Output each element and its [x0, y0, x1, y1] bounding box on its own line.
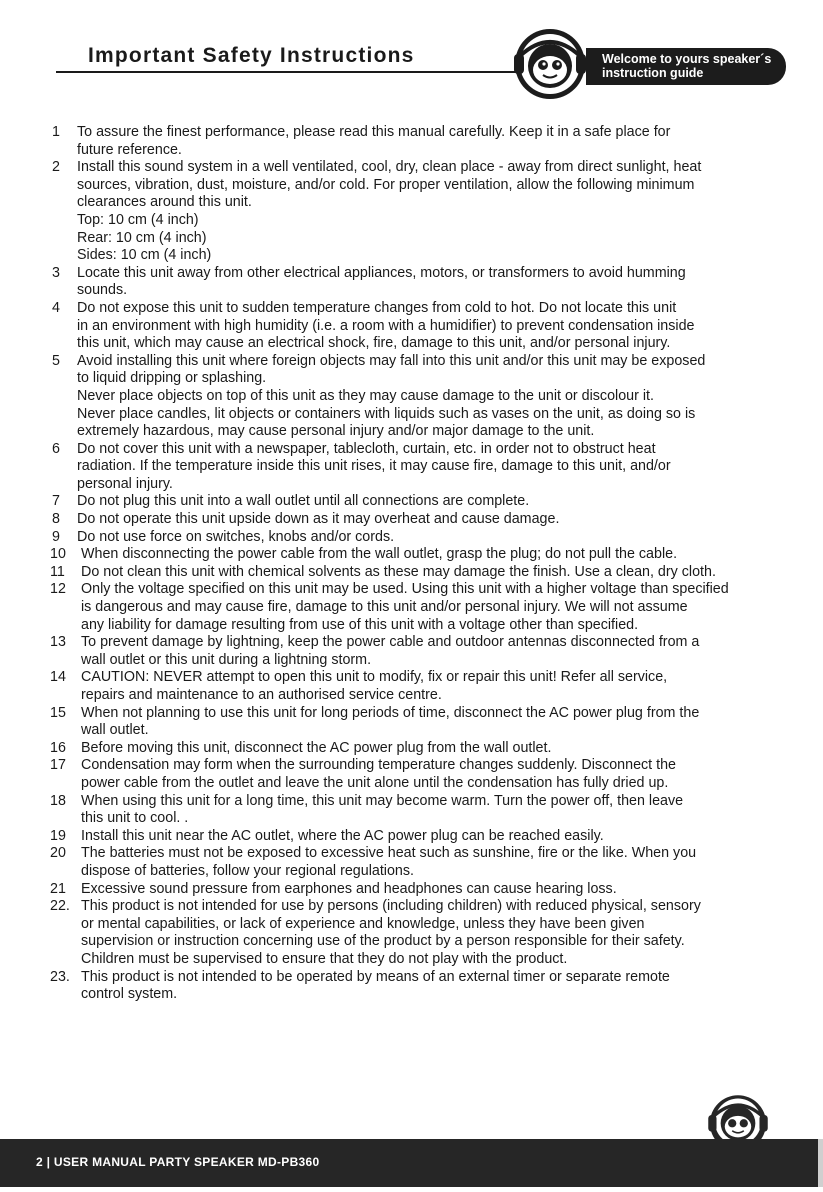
instruction-text-line: Do not expose this unit to sudden temperature changes from cold to hot. Do not locate this unit: [77, 299, 677, 316]
instruction-item: [0, 757, 823, 792]
instruction-item: [0, 546, 823, 564]
instruction-number: 4: [52, 299, 60, 316]
instruction-text-line: wall outlet or this unit during a lightning storm.: [81, 651, 372, 668]
instruction-item: [0, 124, 823, 159]
welcome-banner-text: [602, 52, 787, 80]
instruction-text-line: When using this unit for a long time, this unit may become warm. Turn the power off, then leave: [81, 792, 684, 809]
instruction-item: [0, 669, 823, 704]
monkey-headphones-logo: [504, 28, 596, 100]
instruction-number: 17: [50, 757, 66, 774]
instruction-item: [0, 529, 823, 547]
instruction-text-line: Do not plug this unit into a wall outlet until all connections are complete.: [77, 493, 530, 510]
instruction-text-line: Do not operate this unit upside down as it may overheat and cause damage.: [77, 511, 560, 528]
instruction-text-line: Do not use force on switches, knobs and/or cords.: [77, 528, 395, 545]
instruction-text-line: is dangerous and may cause fire, damage to this unit and/or personal injury. We will not assume: [81, 599, 688, 616]
instruction-number: 15: [50, 704, 66, 721]
safety-instructions-list: [0, 124, 823, 1004]
instruction-text-line: wall outlet.: [81, 722, 149, 739]
instruction-text-line: personal injury.: [77, 475, 173, 492]
instruction-text-line: Sides: 10 cm (4 inch): [77, 247, 212, 264]
instruction-item: [0, 828, 823, 846]
instruction-text-line: When disconnecting the power cable from the wall outlet, grasp the plug; do not pull the cable.: [81, 546, 678, 563]
instruction-text-line: or mental capabilities, or lack of experience and knowledge, unless they have been given: [81, 915, 645, 932]
instruction-item: [0, 511, 823, 529]
instruction-text-line: extremely hazardous, may cause personal injury and/or major damage to the unit.: [77, 423, 595, 440]
instruction-number: 9: [52, 528, 60, 545]
instruction-item: [0, 969, 823, 1004]
instruction-text-line: Children must be supervised to ensure that they do not play with the product.: [81, 950, 568, 967]
instruction-number: 21: [50, 880, 66, 897]
instruction-number: 23.: [50, 968, 70, 985]
page-title: Important Safety Instructions: [88, 44, 415, 67]
instruction-text-line: Top: 10 cm (4 inch): [77, 211, 199, 228]
instruction-number: 6: [52, 440, 60, 457]
instruction-text-line: control system.: [81, 986, 178, 1003]
instruction-item: [0, 441, 823, 494]
instruction-item: [0, 845, 823, 880]
instruction-text-line: This product is not intended for use by persons (including children) with reduced physical, sensory: [81, 898, 701, 915]
instruction-text-line: Do not cover this unit with a newspaper, tablecloth, curtain, etc. in order not to obstruct heat: [77, 440, 656, 457]
instruction-text-line: To assure the finest performance, please read this manual carefully. Keep it in a safe place for: [77, 124, 671, 140]
instruction-text-line: sources, vibration, dust, moisture, and/or cold. For proper ventilation, allow the following minimum: [77, 176, 695, 193]
instruction-text-line: Before moving this unit, disconnect the AC power plug from the wall outlet.: [81, 739, 552, 756]
title-underline: [56, 71, 516, 73]
instruction-item: [0, 634, 823, 669]
instruction-number: 20: [50, 845, 66, 862]
instruction-item: [0, 581, 823, 634]
instruction-text-line: dispose of batteries, follow your regional regulations.: [81, 862, 414, 879]
instruction-item: [0, 881, 823, 899]
instruction-text-line: Locate this unit away from other electrical appliances, motors, or transformers to avoid humming: [77, 264, 686, 281]
welcome-banner-line1: Welcome to yours speaker´s: [602, 52, 772, 66]
instruction-number: 7: [52, 493, 60, 510]
instruction-number: 10: [50, 546, 66, 563]
instruction-number: 16: [50, 739, 66, 756]
instruction-number: 13: [50, 634, 66, 651]
instruction-text-line: Do not clean this unit with chemical solvents as these may damage the finish. Use a clean, dry cloth.: [81, 563, 716, 580]
instruction-number: 3: [52, 264, 60, 281]
instruction-number: 12: [50, 581, 66, 598]
instruction-item: [0, 898, 823, 968]
instruction-text-line: Excessive sound pressure from earphones and headphones can cause hearing loss.: [81, 880, 617, 897]
instruction-text-line: any liability for damage resulting from use of this unit with a voltage other than specified.: [81, 616, 639, 633]
instruction-text-line: CAUTION: NEVER attempt to open this unit to modify, fix or repair this unit! Refer all service,: [81, 669, 668, 686]
instruction-text-line: The batteries must not be exposed to excessive heat such as sunshine, fire or the like. When you: [81, 845, 697, 862]
instruction-item: [0, 793, 823, 828]
instruction-text-line: repairs and maintenance to an authorised service centre.: [81, 687, 442, 703]
instruction-item: [0, 353, 823, 441]
instruction-text-line: This product is not intended to be operated by means of an external timer or separate remote: [81, 968, 670, 985]
instruction-text-line: Install this sound system in a well ventilated, cool, dry, clean place - away from direct sunlight, heat: [77, 159, 702, 176]
instruction-item: [0, 740, 823, 758]
instruction-number: 22.: [50, 898, 70, 915]
welcome-banner-line2: instruction guide: [602, 66, 704, 80]
instruction-item: [0, 493, 823, 511]
instruction-text-line: supervision or instruction concerning use of the product by a person responsible for their safety.: [81, 933, 685, 950]
instruction-item: [0, 705, 823, 740]
instruction-text-line: Avoid installing this unit where foreign objects may fall into this unit and/or this unit may be exposed: [77, 352, 706, 369]
instruction-item: [0, 300, 823, 353]
instruction-text-line: To prevent damage by lightning, keep the power cable and outdoor antennas disconnected from a: [81, 634, 700, 651]
instruction-text-line: this unit, which may cause an electrical shock, fire, damage to this unit, and/or personal injury.: [77, 335, 671, 352]
instruction-text-line: sounds.: [77, 282, 128, 299]
instruction-text-line: Never place candles, lit objects or containers with liquids such as vases on the unit, as doing so is: [77, 405, 696, 422]
instruction-text-line: this unit to cool. .: [81, 810, 189, 827]
instruction-text-line: in an environment with high humidity (i.e. a room with a humidifier) to prevent condensation inside: [77, 317, 695, 334]
instruction-text-line: Condensation may form when the surrounding temperature changes suddenly. Disconnect the: [81, 757, 676, 774]
instruction-text-line: Rear: 10 cm (4 inch): [77, 229, 207, 246]
footer-edge: [818, 1139, 823, 1187]
instruction-number: 14: [50, 669, 66, 686]
instruction-number: 18: [50, 792, 66, 809]
instruction-text-line: Only the voltage specified on this unit may be used. Using this unit with a higher voltage than specified: [81, 581, 729, 598]
instruction-item: [0, 159, 823, 265]
instruction-number: 5: [52, 352, 60, 369]
instruction-text-line: Never place objects on top of this unit as they may cause damage to the unit or discolour it.: [77, 387, 654, 404]
instruction-text-line: to liquid dripping or splashing.: [77, 370, 267, 387]
footer-text: 2 | USER MANUAL PARTY SPEAKER MD-PB360: [36, 1155, 320, 1169]
instruction-text-line: future reference.: [77, 141, 182, 158]
instruction-item: [0, 564, 823, 582]
instruction-number: 2: [52, 159, 60, 176]
instruction-text-line: clearances around this unit.: [77, 194, 252, 211]
instruction-number: 8: [52, 511, 60, 528]
instruction-text-line: Install this unit near the AC outlet, where the AC power plug can be reached easily.: [81, 827, 604, 844]
instruction-text-line: power cable from the outlet and leave the unit alone until the condensation has fully dried up.: [81, 774, 669, 791]
instruction-text-line: When not planning to use this unit for long periods of time, disconnect the AC power plug from the: [81, 704, 700, 721]
instruction-item: [0, 265, 823, 300]
instruction-number: 1: [52, 124, 60, 140]
instruction-text-line: radiation. If the temperature inside this unit rises, it may cause fire, damage to this unit, and/or: [77, 458, 671, 475]
instruction-number: 11: [50, 563, 65, 580]
instruction-number: 19: [50, 827, 66, 844]
